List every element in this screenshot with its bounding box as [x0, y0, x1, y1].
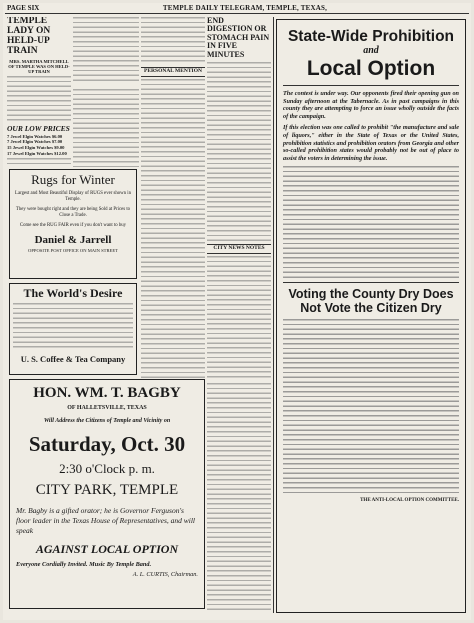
personal-mention-body [141, 79, 205, 379]
bagby-against: AGAINST LOCAL OPTION [35, 541, 179, 556]
personal-mention-heading: PERSONAL MENTION [141, 67, 205, 77]
prices-heading: OUR LOW PRICES [7, 124, 70, 134]
train-subhead: MRS. MARTHA MITCHELL OF TEMPLE WAS ON HELD-UP TRAIN [8, 58, 70, 74]
column-2-top [73, 17, 139, 167]
stomach-headline: END DIGESTION OR STOMACH PAIN IN FIVE MINUTES [207, 17, 270, 59]
prices-list [7, 134, 71, 156]
prohibition-body-1 [283, 166, 459, 278]
column-3-lower-body [207, 383, 271, 611]
bagby-from: OF HALLETSVILLE, TEXAS [67, 404, 147, 411]
price-item: 7 Jewel Elgin Watches $7.00 [7, 139, 63, 145]
prohibition-body-2 [283, 319, 459, 495]
masthead [5, 3, 469, 14]
column-3-lower [207, 383, 271, 611]
newspaper-page [3, 3, 471, 620]
bagby-place: CITY PARK, TEMPLE [35, 482, 179, 499]
stomach-body [207, 62, 271, 242]
rugs-store-name: Daniel & Jarrell [34, 233, 112, 246]
city-news-heading: CITY NEWS NOTES [207, 244, 271, 254]
prohibition-lead: The contest is under way. Our opponents fired their opening gun on Sunday afternoon at the Tabernacle. As in past campaigns in this county they are attempting to force an issue wholly outside the facts of the campaign. [283, 89, 459, 121]
coffee-ad [9, 283, 137, 375]
rugs-address: OPPOSITE POST OFFICE ON MAIN STREET [28, 248, 118, 254]
coffee-company: U. S. Coffee & Tea Company [20, 353, 126, 364]
prohibition-title-and: and [363, 45, 379, 57]
bagby-name: HON. WM. T. BAGBY [33, 385, 181, 401]
title-rule [283, 85, 459, 86]
prices-body [7, 158, 71, 167]
bagby-chairman: A. L. CURTIS, Chairman. [132, 571, 198, 579]
coffee-title: The World's Desire [23, 286, 123, 300]
rugs-line-3: Come see the RUG FAIR even if you don't want to buy [19, 222, 127, 228]
train-headline: TEMPLE LADY ON HELD-UP TRAIN [7, 17, 51, 56]
city-news-body [207, 256, 271, 379]
column-2-article-b [73, 89, 139, 167]
column-1-top [7, 17, 71, 167]
prohibition-subhead: Voting the County Dry Does Not Vote the Citizen Dry [288, 286, 454, 315]
prohibition-para-2: If this election was one called to prohibit "the manufacture and sale of liquors," either in the State of Texas or the United States, prohibition statistics and prohibition orators from Georgia and other so-called prohibition states would probably not be out of place to assist the voters in determining the issue. [283, 124, 459, 163]
rugs-line-1: Largest and Most Beautiful Display of RUGS ever shown in Temple. [15, 190, 131, 202]
column-2-middle [141, 17, 205, 379]
price-item: 17 Jewel Elgin Watches $12.00 [7, 150, 67, 156]
bagby-note: Mr. Bagby is a gifted orator; he is Governor Ferguson's floor leader in the Texas House of Representatives, and will speak [16, 505, 196, 535]
page-number: PAGE SIX [7, 4, 40, 12]
bagby-ad [9, 379, 205, 609]
rugs-title: Rugs for Winter [31, 172, 115, 187]
column-2-mid-article [141, 17, 205, 65]
price-item: 7 Jewel Elgin Watches $6.00 [7, 133, 63, 139]
column-rule [273, 17, 274, 613]
prohibition-title-2: Local Option [306, 56, 436, 80]
column-3 [207, 17, 271, 379]
newspaper-title: TEMPLE DAILY TELEGRAM, TEMPLE, TEXAS, [162, 4, 328, 12]
bagby-invite: Everyone Cordially Invited. Music By Temple Band. [16, 561, 152, 569]
coffee-body [13, 303, 133, 351]
rugs-ad [9, 169, 137, 279]
bagby-address-line: Will Address the Citizens of Temple and Vicinity on [43, 418, 171, 425]
prohibition-signature: THE ANTI-LOCAL OPTION COMMITTEE. [360, 497, 459, 503]
prohibition-title-1: State-Wide Prohibition [287, 28, 455, 45]
sub-rule [283, 282, 459, 283]
bagby-date: Saturday, Oct. 30 [28, 432, 186, 457]
column-2-article [73, 17, 139, 81]
train-article-body [7, 76, 71, 122]
prohibition-ad [276, 19, 466, 613]
rugs-line-2: They were bought right and they are being Sold at Prices to Close a Trade. [15, 206, 131, 218]
price-item: 15 Jewel Elgin Watches $9.00 [7, 145, 65, 151]
bagby-time: 2:30 o'Clock p. m. [59, 461, 155, 477]
